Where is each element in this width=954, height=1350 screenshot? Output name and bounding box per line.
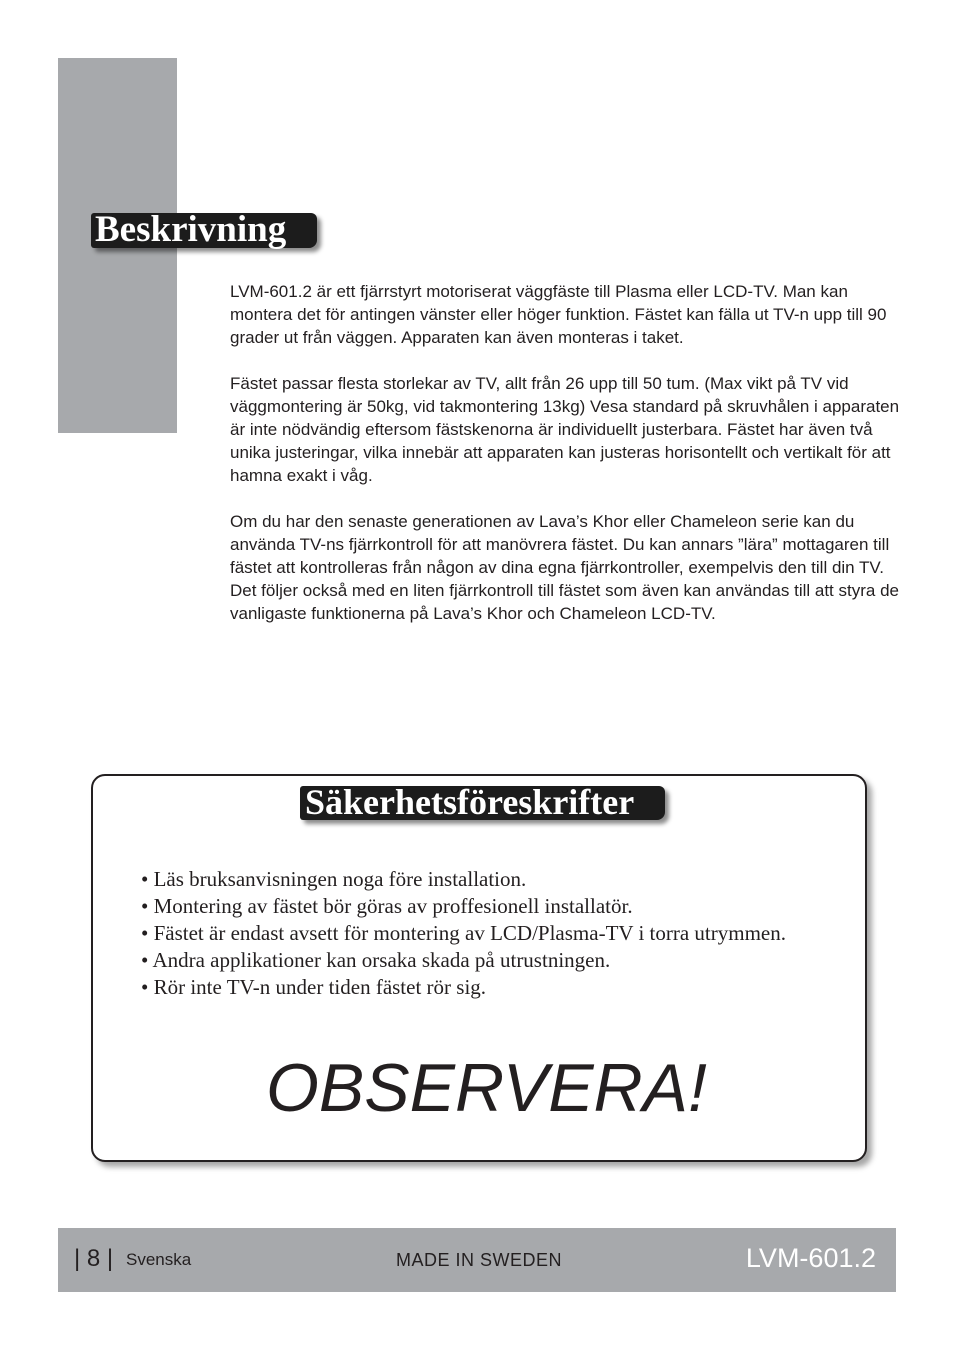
description-heading: Beskrivning bbox=[91, 213, 317, 248]
safety-rule: • Montering av fästet bör göras av proffesionell installatör. bbox=[141, 894, 633, 918]
page-number: | 8 | bbox=[74, 1245, 114, 1272]
safety-rule: • Rör inte TV-n under tiden fästet rör sig. bbox=[141, 975, 487, 999]
safety-rules-list bbox=[141, 866, 786, 1001]
footer-bar bbox=[58, 1228, 896, 1292]
footer-model: LVM-601.2 bbox=[745, 1243, 876, 1273]
safety-rule: • Läs bruksanvisningen noga före installation. bbox=[141, 867, 527, 891]
description-paragraph-2: Fästet passar flesta storlekar av TV, allt från 26 upp till 50 tum. (Max vikt på TV vid väggmontering är 50kg, vid takmontering 13kg) Vesa standard på skruvhålen i apparaten är inte nödvändig eftersom fästskenorna är individuellt justerbara. Fästet har även två unika justeringar, vilka innebär att apparaten kan justeras horisontellt och vertikalt för att hamna exakt i våg. bbox=[230, 374, 900, 485]
safety-rule: • Fästet är endast avsett för montering av LCD/Plasma-TV i torra utrymmen. bbox=[141, 921, 786, 945]
description-paragraph-3: Om du har den senaste generationen av Lava’s Khor eller Chameleon serie kan du använda TV-ns fjärrkontroll för att manövrera fästet. Du kan annars ”lära” mottagaren till fästet att kontrolleras från någon av dina egna fjärrkontroller, exempelvis den till din TV. Det följer också med en liten fjärrkontroll till fästet som även kan användas till att styra de vanligaste funktionerna på Lava’s Khor och Chameleon LCD-TV. bbox=[230, 512, 899, 623]
safety-heading: Säkerhetsföreskrifter bbox=[300, 786, 665, 820]
description-body bbox=[230, 280, 902, 648]
footer-language: Svenska bbox=[126, 1250, 192, 1269]
warning-text: OBSERVERA! bbox=[266, 1050, 707, 1126]
description-paragraph-1: LVM-601.2 är ett fjärrstyrt motoriserat väggfäste till Plasma eller LCD-TV. Man kan montera det för antingen vänster eller höger funktion. Fästet kan fälla ut TV-n upp till 90 grader ut från väggen. Apparaten kan även monteras i taket. bbox=[230, 282, 887, 347]
footer-made-in: MADE IN SWEDEN bbox=[396, 1250, 563, 1270]
safety-rule: • Andra applikationer kan orsaka skada på utrustningen. bbox=[141, 948, 611, 972]
